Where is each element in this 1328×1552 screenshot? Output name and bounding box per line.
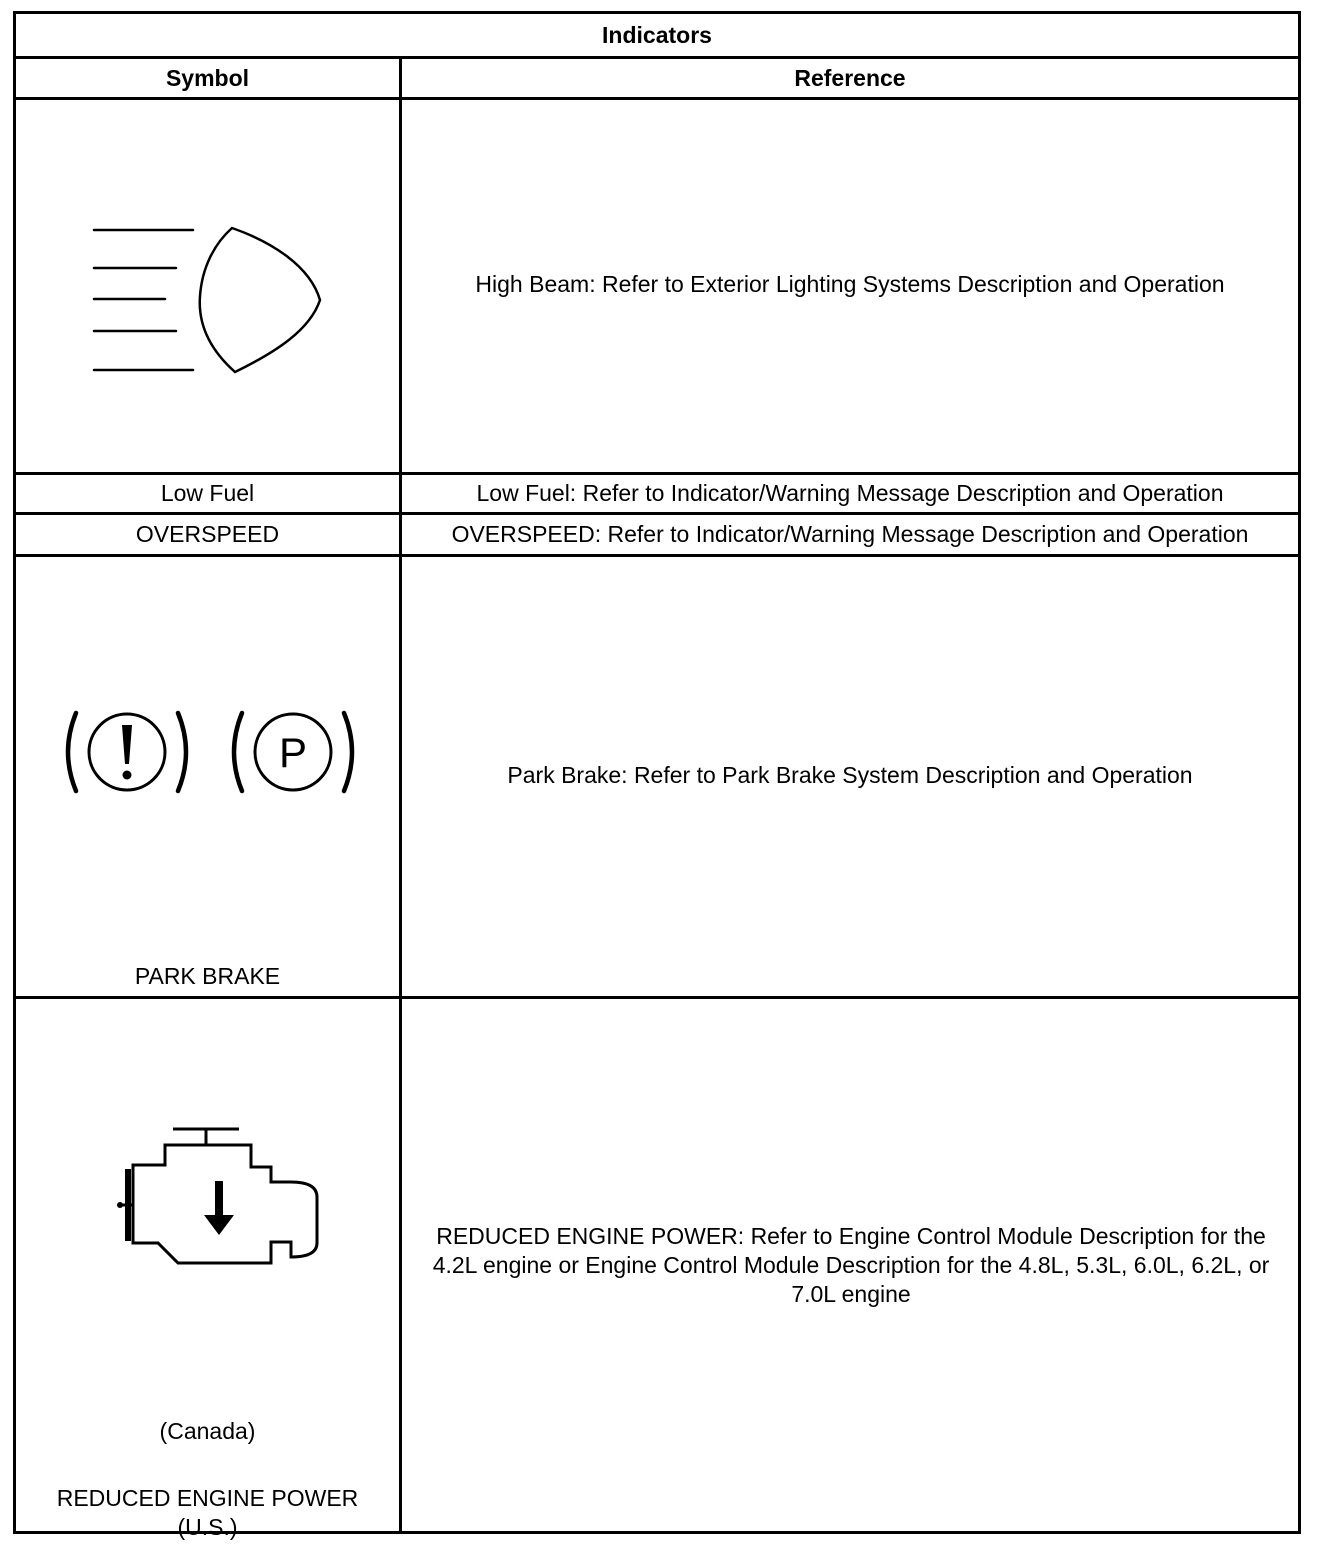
header-reference: Reference — [399, 59, 1298, 97]
reference-cell: Low Fuel: Refer to Indicator/Warning Message Description and Operation — [399, 475, 1298, 512]
high-beam-icon — [92, 224, 326, 376]
table-row — [16, 554, 1298, 996]
symbol-cell — [16, 999, 399, 1540]
symbol-cell — [16, 557, 399, 996]
symbol-cell: OVERSPEED — [135, 521, 280, 547]
reference-cell: Park Brake: Refer to Park Brake System Description and Operation — [399, 557, 1298, 996]
indicators-table — [13, 11, 1301, 1540]
table-row — [16, 472, 1298, 512]
table-title-row — [16, 14, 1298, 56]
reference-cell: OVERSPEED: Refer to Indicator/Warning Message Description and Operation — [399, 515, 1298, 554]
reference-cell: High Beam: Refer to Exterior Lighting Systems Description and Operation — [399, 100, 1298, 472]
canada-caption: (Canada) — [159, 1418, 256, 1444]
reduced-engine-power-icon — [106, 1127, 326, 1273]
table-title: Indicators — [602, 21, 712, 48]
us-caption: (U.S.) — [177, 1514, 238, 1540]
exclamation-mark-icon — [122, 725, 132, 764]
reference-cell: REDUCED ENGINE POWER: Refer to Engine Control Module Description for the 4.2L engine or Engine Control Module Description for the 4.8L, 5.3L, 6.0L, 6.2L, or 7.0L engine — [399, 999, 1298, 1531]
park-letter: P — [278, 729, 308, 776]
table-row — [16, 512, 1298, 554]
symbol-cell — [16, 100, 399, 472]
table-row — [16, 97, 1298, 472]
symbol-cell: Low Fuel — [160, 480, 255, 506]
table-row — [16, 996, 1298, 1540]
table-header-row — [16, 56, 1298, 97]
park-brake-caption: PARK BRAKE — [134, 963, 281, 989]
park-brake-icon — [62, 709, 362, 795]
header-symbol: Symbol — [165, 64, 250, 91]
reduced-engine-power-caption: REDUCED ENGINE POWER — [56, 1485, 359, 1511]
